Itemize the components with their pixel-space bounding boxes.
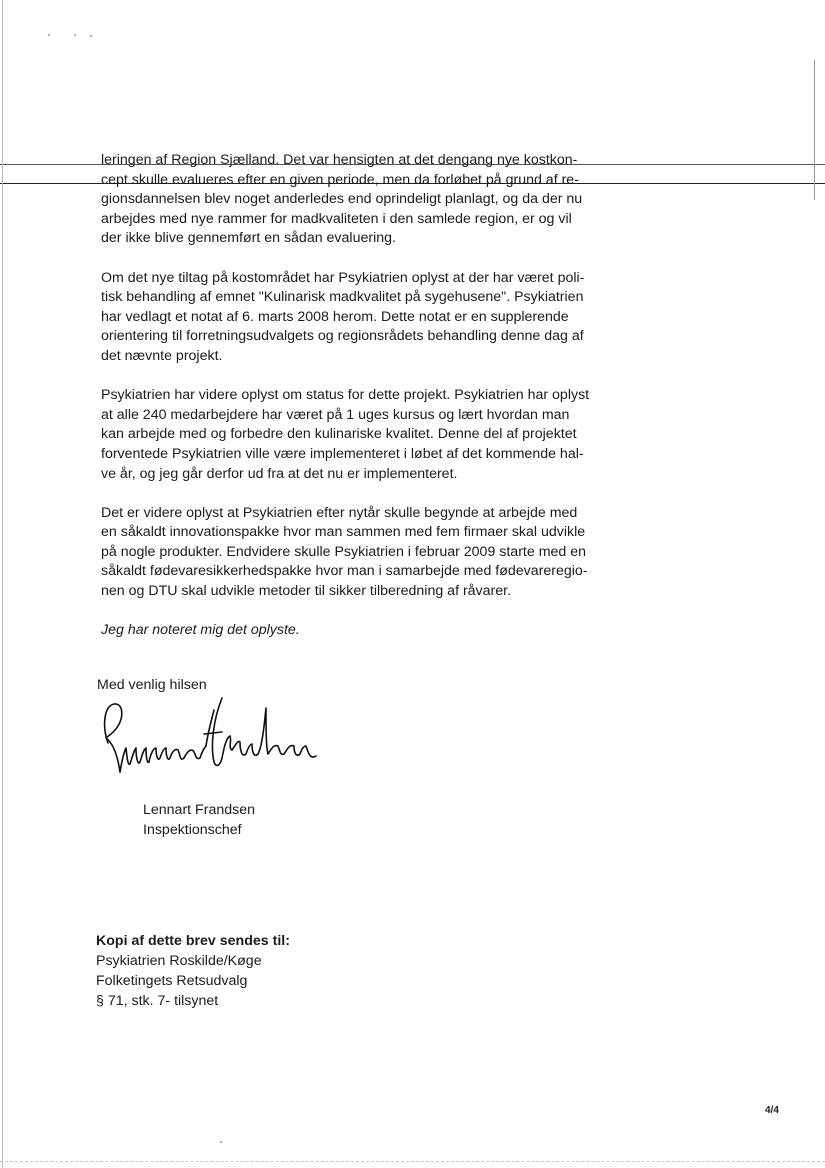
text-line: Psykiatrien har videre oplyst om status for dette projekt. Psykiatrien har oplyst (101, 387, 590, 404)
text-line: gionsdannelsen blev noget anderledes end oprindeligt planlagt, og da der nu (101, 191, 583, 208)
copy-heading: Kopi af dette brev sendes til: (96, 933, 290, 949)
scan-speck (220, 1141, 222, 1143)
closing-text: Med venlig hilsen (97, 677, 207, 693)
page-number: 4/4 (765, 1105, 779, 1116)
text-line: såkaldt fødevaresikkerhedspakke hvor man i samarbejde med fødevareregio- (101, 563, 588, 580)
letter-body (101, 151, 590, 660)
copy-recipients-block (96, 931, 290, 1011)
signer-title: Inspektionschef (143, 821, 242, 838)
text-line: leringen af Region Sjælland. Det var hensigten at det dengang nye kostkon- (101, 152, 578, 168)
text-line: Om det nye tiltag på kostområdet har Psykiatrien oplyst at der har været poli- (101, 269, 585, 286)
text-line: arbejdes med nye rammer for madkvaliteten i den samlede region, er og vil (101, 210, 572, 227)
text-line: cept skulle evalueres efter en given periode, men da forløbet på grund af re- (101, 171, 579, 188)
text-line: orientering til forretningsudvalgets og regionsrådets behandling denne dag af (101, 328, 584, 345)
paragraph (101, 269, 585, 367)
scan-edge (0, 1161, 825, 1162)
text-line: på nogle produkter. Endvidere skulle Psykiatrien i februar 2009 starte med en (101, 543, 587, 560)
signer-block (143, 801, 255, 840)
scan-speck (90, 35, 92, 37)
note-text: Jeg har noteret mig det oplyste. (101, 622, 300, 639)
text-line: har vedlagt et notat af 6. marts 2008 herom. Dette notat er en supplerende (101, 308, 569, 325)
signature-image (96, 688, 326, 793)
paragraph (101, 386, 590, 484)
scan-speck (48, 34, 50, 36)
copy-recipient: § 71, stk. 7- tilsynet (96, 993, 219, 1009)
copy-recipient: Psykiatrien Roskilde/Køge (96, 953, 262, 969)
text-line: tisk behandling af emnet "Kulinarisk madkvalitet på sygehusene". Psykiatrien (101, 289, 584, 306)
text-line: der ikke blive gennemført en sådan evaluering. (101, 230, 396, 247)
signer-name: Lennart Frandsen (143, 802, 255, 818)
text-line: at alle 240 medarbejdere har været på 1 uges kursus og lært hvordan man (101, 406, 570, 423)
paragraph (101, 504, 588, 602)
text-line: det nævnte projekt. (101, 347, 223, 364)
scan-speck (74, 34, 76, 36)
text-line: kan arbejde med og forbedre den kulinariske kvalitet. Denne del af projektet (101, 426, 577, 443)
text-line: Det er videre oplyst at Psykiatrien efter nytår skulle begynde at arbejde med (101, 504, 578, 521)
text-line: nen og DTU skal udvikle metoder til sikker tilberedning af råvarer. (101, 583, 512, 600)
text-line: forventede Psykiatrien ville være implementeret i løbet af det kommende hal- (101, 445, 584, 462)
paragraph (101, 151, 581, 249)
copy-recipient: Folketingets Retsudvalg (96, 973, 248, 989)
scan-edge (814, 60, 815, 200)
text-line: en såkaldt innovationspakke hvor man sammen med fem firmaer skal udvikle (101, 524, 586, 541)
text-line: ve år, og jeg går derfor ud fra at det nu er implementeret. (101, 465, 458, 482)
scan-edge (2, 0, 3, 1168)
